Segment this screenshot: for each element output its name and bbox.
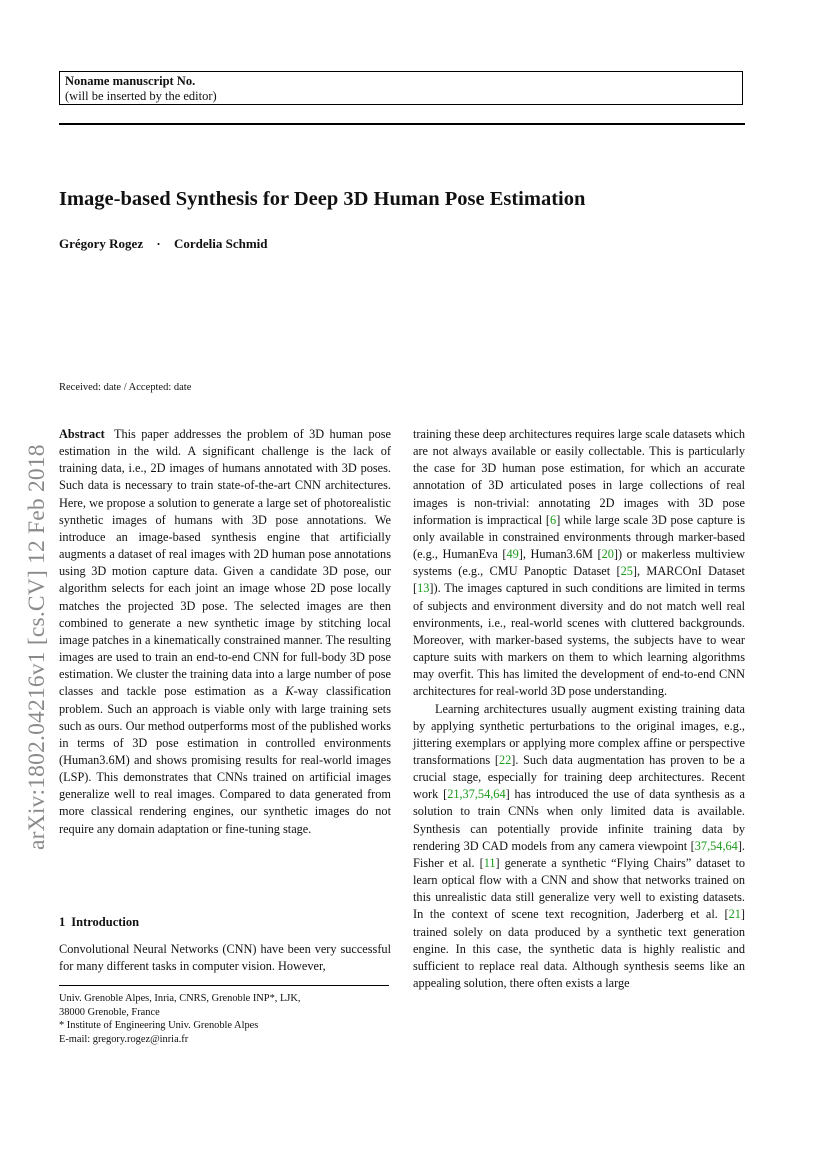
text-run: ]. Such data augmentation has proven to be a crucial stage, especially for training deep architectures. Recent work [ (413, 752, 745, 802)
section-title: Introduction (71, 915, 140, 929)
text-run: ], MARCOnI Dataset [ (413, 564, 745, 596)
abstract (59, 426, 391, 838)
abstract-text: This paper addresses the problem of 3D human pose estimation in the wild. A significant challenge is the lack of training data, i.e., 2D images of humans annotated with 3D poses. Such data is necessary to train state-of-the-art CNN architectures. Here, we propose a solution to generate a large set of photorealistic synthetic images of humans with 3D pose annotations. We introduce an image-based synthesis engine that artificially augments a dataset of real images with 2D human pose annotations using 3D motion capture data. Given a candidate 3D pose, our algorithm selects for each joint an image whose 2D pose locally matches the projected 3D pose. The selected images are then combined to generate a new synthetic image by stitching local image patches in a kinematically constrained manner. The resulting images are used to train an end-to-end CNN for full-body 3D pose estimation. We cluster the training data into a large number of pose classes and tackle pose estimation as a (59, 427, 392, 699)
text-run: ] while large scale 3D pose capture is only available in constrained environments through marker-based (e.g., HumanEva [ (413, 512, 745, 562)
text-run: training these deep architectures requires large scale datasets which are not always available or easily collectable. This is particularly the case for 3D human pose estimation, for which an accurate annotation of 3D articulated poses in large collections of real images is non-trivial: annotating 2D images with 3D pose information is impractical [ (413, 427, 745, 527)
citation-link[interactable]: 37,54,64 (694, 838, 738, 853)
paragraph-datasets (413, 426, 745, 701)
text-run: ] has introduced the use of data synthesis as a solution to train CNNs when only limited data is available. Synthesis can potentially provide infinite training data by rendering 3D CAD models from any camera viewpoint [ (413, 787, 745, 853)
abstract-label: Abstract (59, 427, 105, 441)
received-accepted: Received: date / Accepted: date (59, 382, 192, 393)
text-run: ] generate a synthetic “Flying Chairs” dataset to learn optical flow with a CNN and show that networks trained on this unrealistic data still generalize very well to existing datasets. In the context of scene text recognition, Jaderberg et al. [ (413, 855, 746, 922)
manuscript-number: Noname manuscript No. (65, 74, 196, 88)
manuscript-box (59, 71, 743, 105)
citation-link[interactable]: 21 (728, 907, 741, 922)
citation-link[interactable]: 13 (417, 581, 430, 596)
header-rule (59, 123, 745, 125)
section-number: 1 (59, 915, 66, 929)
author-rogez: Grégory Rogez (59, 236, 144, 251)
abstract-k: K (285, 684, 294, 699)
affiliation-line-1: Univ. Grenoble Alpes, Inria, CNRS, Grenoble INP*, LJK, (59, 993, 301, 1004)
citation-link[interactable]: 11 (483, 855, 496, 870)
citation-link[interactable]: 20 (601, 547, 614, 562)
paragraph-synthesis (413, 701, 745, 993)
affiliation-line-2: 38000 Grenoble, France (59, 1006, 160, 1018)
manuscript-note: (will be inserted by the editor) (65, 89, 217, 103)
text-run: ] trained solely on data produced by a synthetic text generation engine. In this case, the synthetic data is highly realistic and sufficient to replace real data. Although synthesis seems like an appealing solution, there often exists a large (413, 907, 745, 990)
citation-link[interactable]: 49 (506, 547, 519, 562)
affiliation-line-3: * Institute of Engineering Univ. Grenoble Alpes (59, 1020, 259, 1032)
affiliation-footnote (59, 992, 399, 1046)
abstract-paragraph (59, 426, 391, 838)
citation-link[interactable]: 25 (620, 564, 633, 579)
author-separator: · (156, 236, 161, 251)
paper-title: Image-based Synthesis for Deep 3D Human Pose Estimation (59, 188, 586, 210)
author-line (59, 236, 268, 252)
citation-link[interactable]: 22 (498, 752, 512, 767)
citation-link[interactable]: 21,37,54,64 (447, 787, 506, 802)
right-column (413, 426, 745, 992)
intro-paragraph: Convolutional Neural Networks (CNN) have been very successful for many different tasks in computer vision. However, (59, 942, 391, 974)
arxiv-stamp: arXiv:1802.04216v1 [cs.CV] 12 Feb 2018 (24, 444, 50, 850)
text-run: ]. Fisher et al. [ (413, 838, 745, 870)
text-run: ]). The images captured in such conditions are limited in terms of subjects and environment diversity and do not match well real environments, i.e., real-world scenes with cluttered backgrounds. Moreover, with marker-based systems, the subjects have to wear capture suits with markers on them to which learning algorithms may overfit. This has limited the development of end-to-end CNN architectures for real-world 3D pose understanding. (413, 581, 745, 699)
abstract-text-end: -way classification problem. Such an approach is viable only with large training sets such as ours. Our method outperforms most of the published works in terms of 3D pose estimation in controlled environments (Human3.6M) and shows promising results for real-world images (LSP). This demonstrates that CNNs trained on artificial images generalize well to real images. Compared to data generated from more classical rendering engines, our synthetic images do not require any domain adaptation or fine-tuning stage. (59, 684, 391, 836)
author-email: E-mail: gregory.rogez@inria.fr (59, 1033, 189, 1045)
text-run: ], Human3.6M [ (518, 547, 602, 562)
author-schmid: Cordelia Schmid (173, 236, 268, 251)
text-run: ]) or makerless multiview systems (e.g., CMU Panoptic Dataset [ (413, 547, 745, 579)
footnote-rule (59, 985, 389, 986)
section-heading-introduction (59, 915, 139, 930)
citation-link[interactable]: 6 (550, 512, 557, 527)
text-run: Learning architectures usually augment existing training data by applying synthetic perturbations to the original images, e.g., jittering exemplars or applying more complex affine or perspective transformations [ (413, 701, 745, 767)
